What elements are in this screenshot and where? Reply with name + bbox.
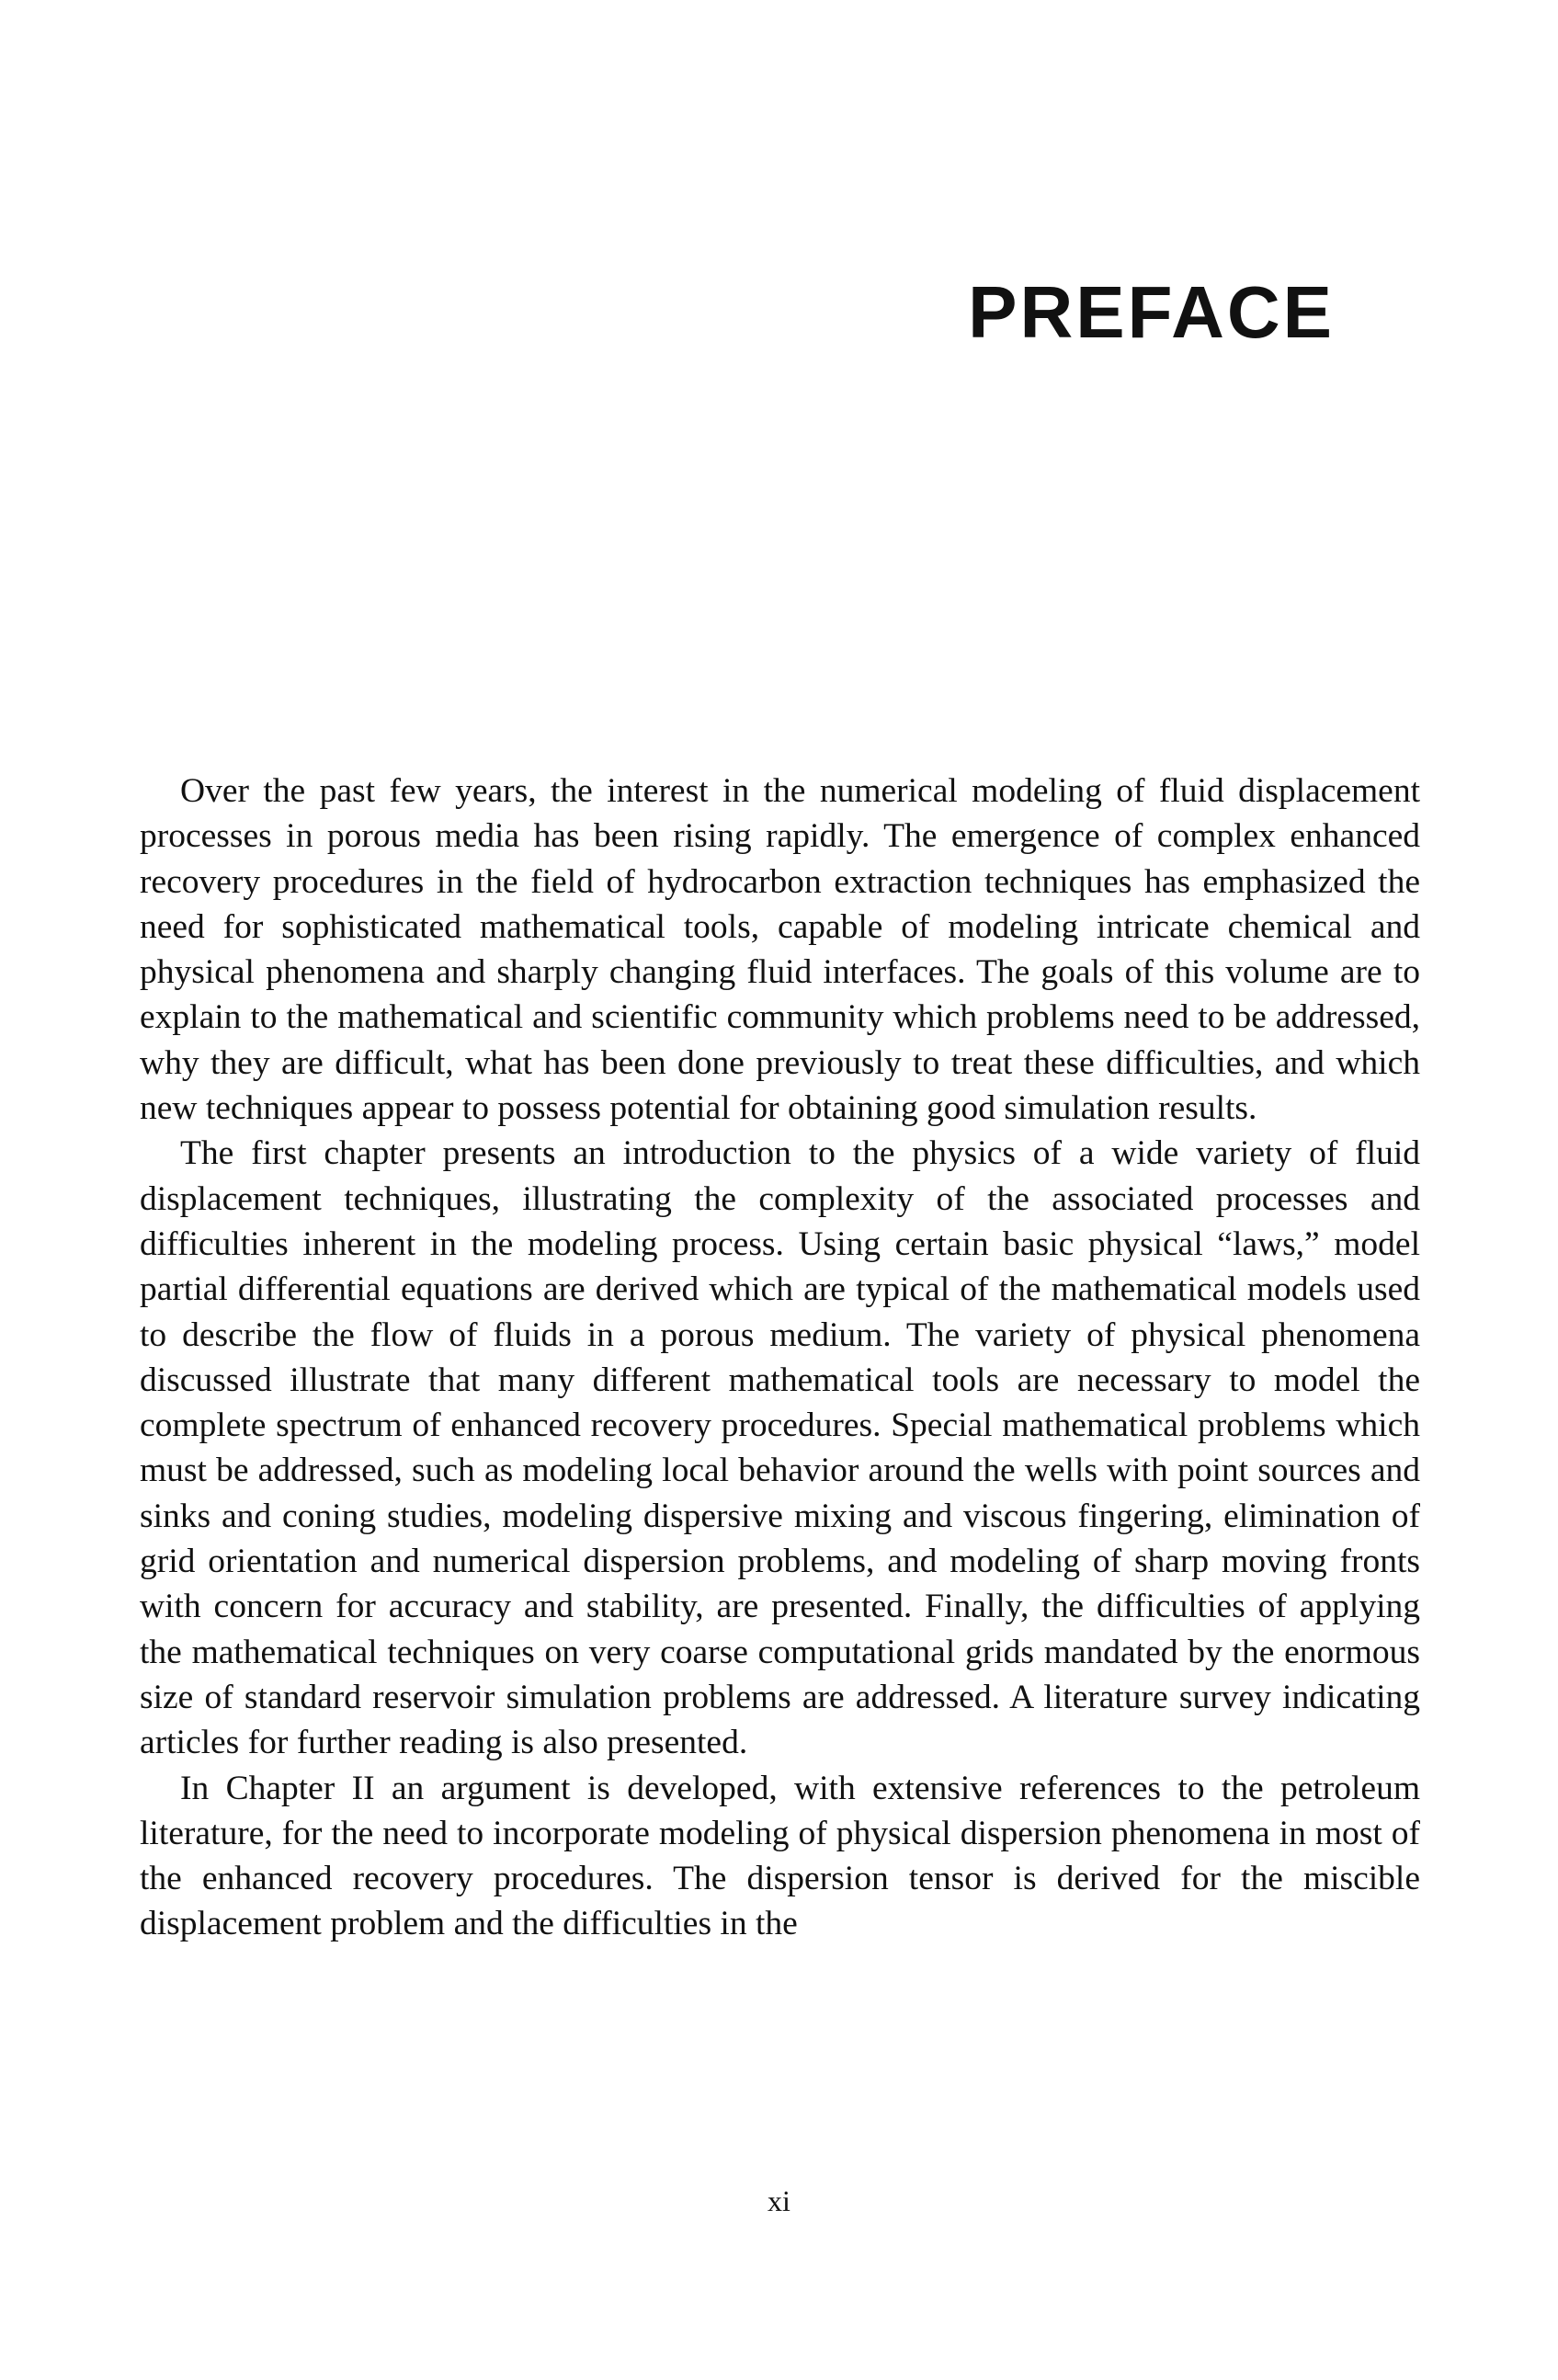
paragraph-3: In Chapter II an argument is developed, with extensive references to the petroleum literature, for the need to incorporate modeling of physical dispersion phenomena in most of the enhanced recovery procedures. The dispersion tensor is derived for the miscible displacement problem and the difficulties in the [140, 1769, 1420, 1943]
paragraph-1: Over the past few years, the interest in the numerical modeling of fluid displacement processes in porous media has been rising rapidly. The emergence of complex enhanced recovery procedures in the field of hydrocarbon extraction techniques has emphasized the need for sophisticated mathematical tools, capable of modeling intricate chemical and physical phenomena and sharply changing fluid interfaces. The goals of this volume are to explain to the mathematical and scientific community which problems need to be addressed, why they are difficult, what has been done previously to treat these difficulties, and which new techniques appear to possess potential for obtaining good simulation results. [140, 772, 1420, 1128]
paragraph-2: The first chapter presents an introduction to the physics of a wide variety of fluid displacement techniques, illustrating the complexity of the associated processes and difficulties inherent in the modeling process. Using certain basic physical “laws,” model partial differential equations are derived which are typical of the mathematical models used to describe the flow of fluids in a porous medium. The variety of physical phenomena discussed illustrate that many different mathematical tools are necessary to model the complete spectrum of enhanced recovery procedures. Special mathematical problems which must be addressed, such as modeling local behavior around the wells with point sources and sinks and coning studies, modeling dispersive mixing and viscous fingering, elimination of grid orientation and numerical dispersion problems, and modeling of sharp moving fronts with concern for accuracy and stability, are presented. Finally, the difficulties of applying the mathematical techniques on very coarse computational grids mandated by the enormous size of standard reservoir simulation problems are addressed. A literature survey indicating articles for further reading is also presented. [140, 1134, 1420, 1762]
preface-body [140, 769, 1420, 1947]
page-title: PREFACE [968, 271, 1335, 353]
page-number: xi [768, 2184, 790, 2217]
